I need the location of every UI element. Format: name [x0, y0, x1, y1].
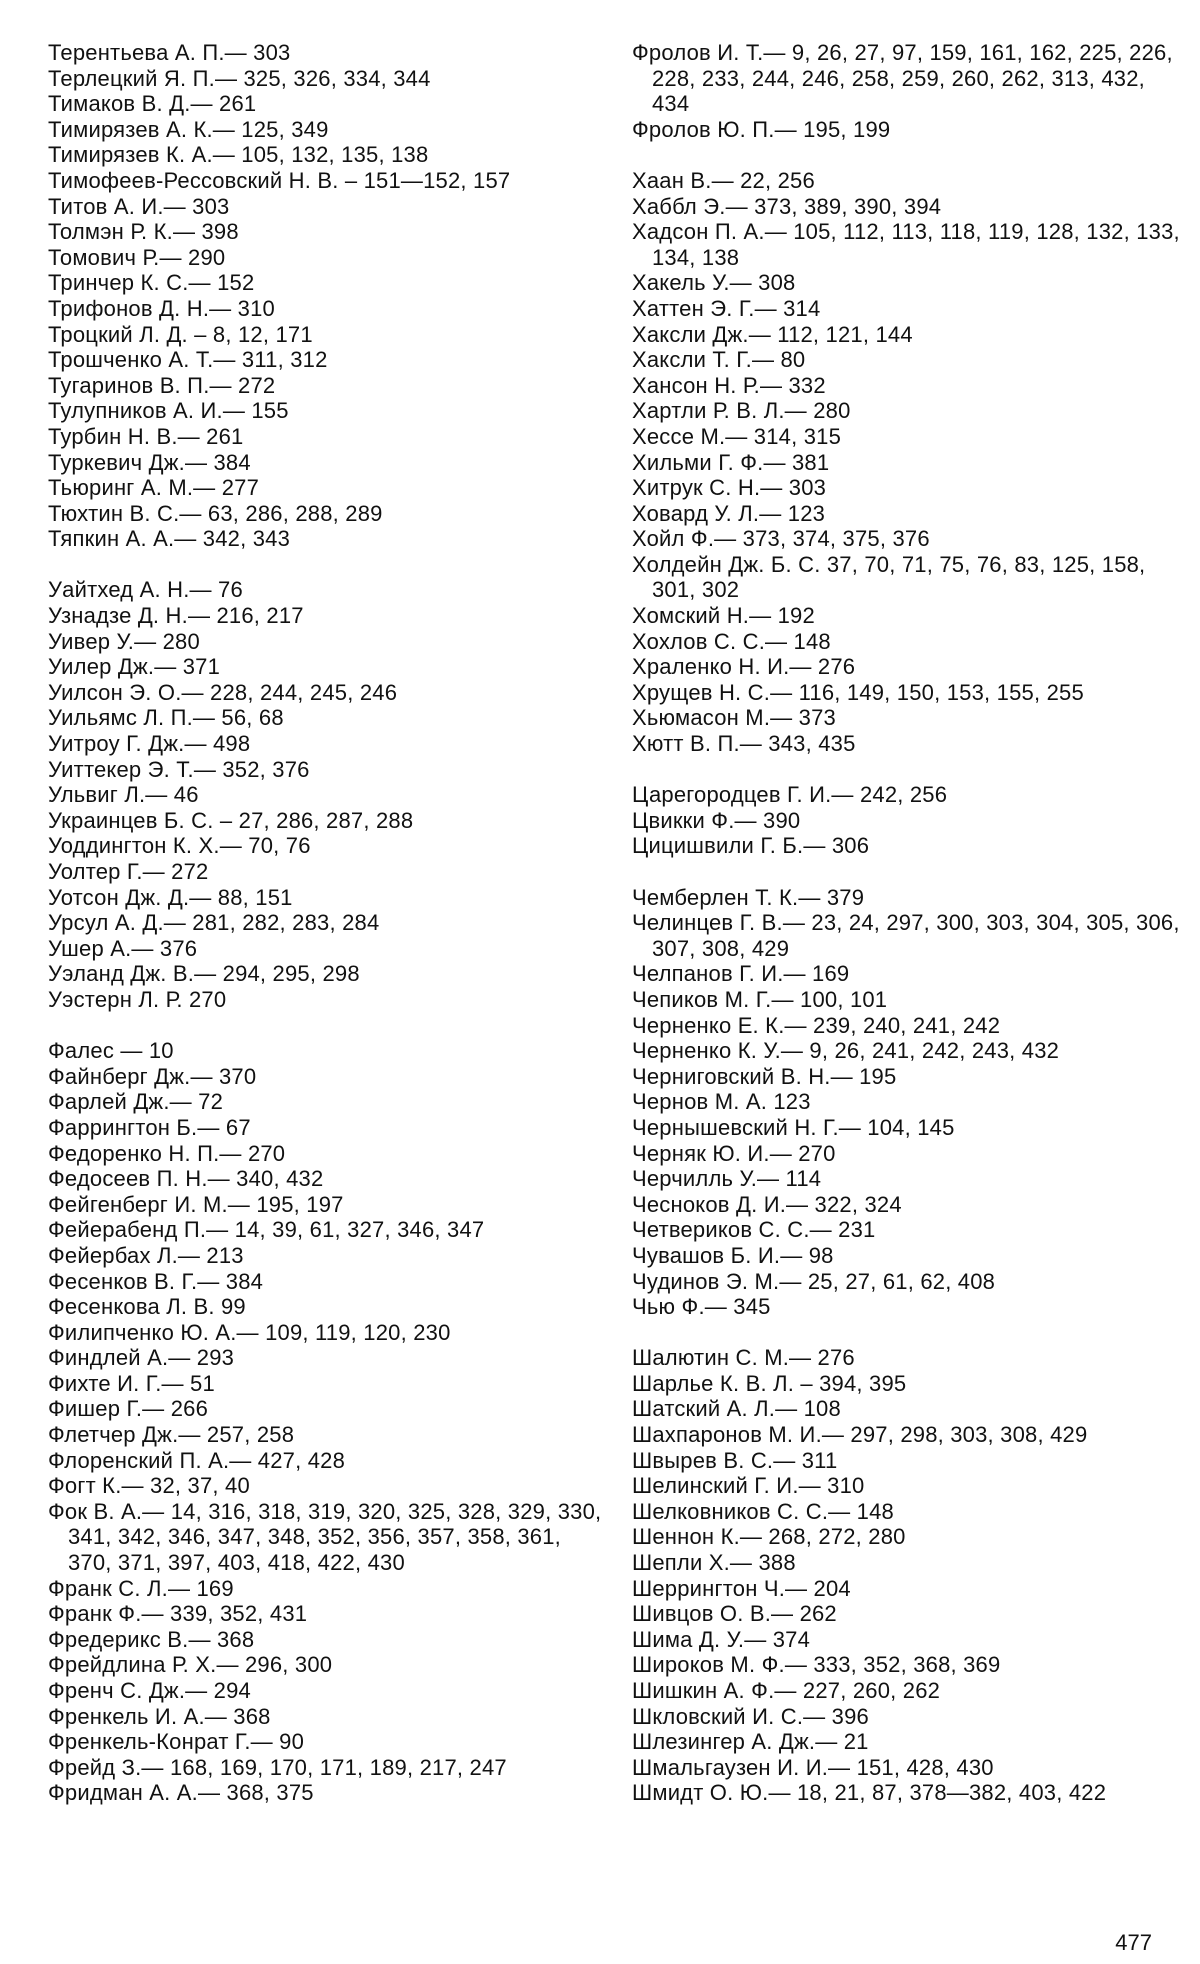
- index-column-right: [632, 40, 1180, 1806]
- index-entry: Толмэн Р. К.— 398: [48, 219, 239, 245]
- index-entry: Фарлей Дж.— 72: [48, 1089, 224, 1115]
- index-entry: Файнберг Дж.— 370: [48, 1063, 257, 1089]
- index-entry: Ховард У. Л.— 123: [632, 500, 826, 526]
- index-entry: Фролов И. Т.— 9, 26, 27, 97, 159, 161, 162, 225, 226, 228, 233, 244, 246, 258, 259, 260, 262, 313, 432, 434: [632, 40, 1173, 117]
- index-column-left: [48, 40, 608, 1806]
- index-entry: Фалес — 10: [48, 1038, 174, 1064]
- index-entry: Чернов М. А. 123: [632, 1089, 811, 1115]
- index-entry: Фишер Г.— 266: [48, 1396, 209, 1422]
- index-entry: Фрейдлина Р. Х.— 296, 300: [48, 1652, 333, 1678]
- index-entry: Хомский Н.— 192: [632, 603, 815, 629]
- index-entry: Ушер А.— 376: [48, 935, 198, 961]
- index-entry: Терлецкий Я. П.— 325, 326, 334, 344: [48, 65, 431, 91]
- index-entry: Шима Д. У.— 374: [632, 1626, 811, 1652]
- index-entry: Фогт К.— 32, 37, 40: [48, 1473, 250, 1499]
- index-entry: Шатский А. Л.— 108: [632, 1396, 841, 1422]
- index-entry: Уоддингтон К. Х.— 70, 76: [48, 833, 311, 859]
- index-entry: Фрейд З.— 168, 169, 170, 171, 189, 217, 247: [48, 1754, 507, 1780]
- index-entry: Фредерикс В.— 368: [48, 1626, 255, 1652]
- index-entry: Чувашов Б. И.— 98: [632, 1242, 834, 1268]
- index-entry: Франк Ф.— 339, 352, 431: [48, 1601, 308, 1627]
- index-entry: Хаксли Дж.— 112, 121, 144: [632, 321, 913, 347]
- index-entry: Цвикки Ф.— 390: [632, 807, 801, 833]
- index-entry: Шкловский И. С.— 396: [632, 1703, 869, 1729]
- index-entry: Филипченко Ю. А.— 109, 119, 120, 230: [48, 1319, 451, 1345]
- index-entry: Царегородцев Г. И.— 242, 256: [632, 782, 948, 808]
- index-entry: Хартли Р. В. Л.— 280: [632, 398, 851, 424]
- index-entry: Тринчер К. С.— 152: [48, 270, 255, 296]
- index-entry: Уиттекер Э. Т.— 352, 376: [48, 756, 310, 782]
- index-entry: Титов А. И.— 303: [48, 193, 230, 219]
- index-entry: Шмальгаузен И. И.— 151, 428, 430: [632, 1754, 994, 1780]
- index-entry: Фридман А. А.— 368, 375: [48, 1780, 314, 1806]
- index-entry: Хаксли Т. Г.— 80: [632, 347, 806, 373]
- index-entry: Шелковников С. С.— 148: [632, 1498, 894, 1524]
- index-entry: Фейербах Л.— 213: [48, 1242, 244, 1268]
- index-entry: Федоренко Н. П.— 270: [48, 1140, 286, 1166]
- index-entry: Тимофеев-Ресcовский Н. В. – 151—152, 157: [48, 167, 511, 193]
- index-entry: Черчилль У.— 114: [632, 1166, 822, 1192]
- index-entry: Френкель И. А.— 368: [48, 1703, 271, 1729]
- index-entry: Шелинский Г. И.— 310: [632, 1473, 865, 1499]
- index-entry: Хадсон П. А.— 105, 112, 113, 118, 119, 128, 132, 133, 134, 138: [632, 219, 1180, 270]
- index-entry: Шеннон К.— 268, 272, 280: [632, 1524, 906, 1550]
- section-gap: [632, 757, 1180, 783]
- index-entry: Шалютин С. М.— 276: [632, 1345, 855, 1371]
- index-entry: Черняк Ю. И.— 270: [632, 1140, 836, 1166]
- index-entry: Хойл Ф.— 373, 374, 375, 376: [632, 526, 930, 552]
- index-entry: Уилер Дж.— 371: [48, 654, 221, 680]
- index-entry: Френкель-Конрат Г.— 90: [48, 1729, 305, 1755]
- index-entry: Тюхтин В. С.— 63, 286, 288, 289: [48, 500, 383, 526]
- index-entry: Шмидт О. Ю.— 18, 21, 87, 378—382, 403, 422: [632, 1780, 1107, 1806]
- index-entry: Шеррингтон Ч.— 204: [632, 1575, 851, 1601]
- index-entry: Тугаринов В. П.— 272: [48, 372, 276, 398]
- index-entry: Томович Р.— 290: [48, 244, 226, 270]
- index-entry: Хансон Н. Р.— 332: [632, 372, 826, 398]
- index-entry: Чью Ф.— 345: [632, 1294, 771, 1320]
- index-entry: Узнадзе Д. Н.— 216, 217: [48, 603, 304, 629]
- index-entry: Хакель У.— 308: [632, 270, 796, 296]
- index-entry: Швырев В. С.— 311: [632, 1447, 838, 1473]
- index-entry: Фесенкова Л. В. 99: [48, 1294, 246, 1320]
- index-entry: Шахпаронов М. И.— 297, 298, 303, 308, 429: [632, 1422, 1088, 1448]
- index-entry: Фесенков В. Г.— 384: [48, 1268, 264, 1294]
- index-entry: Чернышевский Н. Г.— 104, 145: [632, 1114, 955, 1140]
- index-entry: Чесноков Д. И.— 322, 324: [632, 1191, 902, 1217]
- index-entry: Тимирязев К. А.— 105, 132, 135, 138: [48, 142, 429, 168]
- index-entry: Четвериков С. С.— 231: [632, 1217, 876, 1243]
- index-entry: Цицишвили Г. Б.— 306: [632, 833, 870, 859]
- index-entry: Уэланд Дж. В.— 294, 295, 298: [48, 961, 360, 987]
- section-gap: [632, 1320, 1180, 1346]
- index-entry: Тимирязев А. К.— 125, 349: [48, 116, 329, 142]
- index-entry: Флетчер Дж.— 257, 258: [48, 1422, 295, 1448]
- index-entry: Флоренский П. А.— 427, 428: [48, 1447, 346, 1473]
- index-entry: Хильми Г. Ф.— 381: [632, 449, 830, 475]
- index-entry: Турбин Н. В.— 261: [48, 423, 244, 449]
- page-number: 477: [1115, 1930, 1152, 1955]
- index-entry: Хаттен Э. Г.— 314: [632, 295, 821, 321]
- index-entry: Шивцов О. В.— 262: [632, 1601, 837, 1627]
- index-entry: Шишкин А. Ф.— 227, 260, 262: [632, 1678, 941, 1703]
- index-entry: Хаан В.— 22, 256: [632, 167, 815, 193]
- index-entry: Черниговский В. Н.— 195: [632, 1063, 897, 1089]
- index-entry: Уайтхед А. Н.— 76: [48, 577, 243, 603]
- index-entry: Фролов Ю. П.— 195, 199: [632, 116, 891, 142]
- index-entry: Черненко К. У.— 9, 26, 241, 242, 243, 432: [632, 1038, 1060, 1064]
- index-entry: Уэстерн Л. Р. 270: [48, 986, 227, 1012]
- index-entry: Уитроу Г. Дж.— 498: [48, 731, 251, 757]
- index-entry: Фок В. А.— 14, 316, 318, 319, 320, 325, 328, 329, 330, 341, 342, 346, 347, 348, 352, 356, 357, 358, 361, 370, 371, 397, 403, 418, 422, 430: [48, 1498, 602, 1576]
- index-entry: Уилсон Э. О.— 228, 244, 245, 246: [48, 679, 398, 705]
- section-gap: [632, 859, 1180, 885]
- index-entry: Ульвиг Л.— 46: [48, 782, 199, 808]
- index-entry: Хессе М.— 314, 315: [632, 423, 842, 449]
- index-entry: Фейгенберг И. М.— 195, 197: [48, 1191, 344, 1217]
- index-entry: Шлезингер А. Дж.— 21: [632, 1729, 869, 1755]
- index-entry: Хрущев Н. С.— 116, 149, 150, 153, 155, 255: [632, 679, 1084, 705]
- index-entry: Уолтер Г.— 272: [48, 859, 209, 884]
- index-entry: Челпанов Г. И.— 169: [632, 961, 850, 987]
- index-entry: Тьюринг А. М.— 277: [48, 475, 259, 501]
- index-entry: Фейерабенд П.— 14, 39, 61, 327, 346, 347: [48, 1217, 485, 1243]
- index-entry: Чемберлен Т. К.— 379: [632, 884, 865, 910]
- index-entry: Челинцев Г. В.— 23, 24, 297, 300, 303, 304, 305, 306, 307, 308, 429: [632, 910, 1180, 961]
- index-entry: Туркевич Дж.— 384: [48, 449, 251, 475]
- index-entry: Тулупников А. И.— 155: [48, 398, 289, 424]
- index-entry: Хьюмасон М.— 373: [632, 705, 836, 731]
- index-entry: Федосеев П. Н.— 340, 432: [48, 1166, 324, 1192]
- index-entry: Чудинов Э. М.— 25, 27, 61, 62, 408: [632, 1268, 996, 1294]
- index-entry: Трифонов Д. Н.— 310: [48, 295, 275, 321]
- index-entry: Тимаков В. Д.— 261: [48, 91, 257, 117]
- index-entry: Уильямс Л. П.— 56, 68: [48, 705, 284, 731]
- section-gap: [632, 142, 1180, 168]
- index-entry: Урсул А. Д.— 281, 282, 283, 284: [48, 910, 380, 936]
- index-entry: Чепиков М. Г.— 100, 101: [632, 986, 888, 1012]
- index-entry: Хохлов С. С.— 148: [632, 628, 831, 654]
- index-entry: Трошченко А. Т.— 311, 312: [48, 347, 328, 373]
- index-entry: Холдейн Дж. Б. С. 37, 70, 71, 75, 76, 83, 125, 158, 301, 302: [632, 551, 1146, 603]
- index-entry: Френч С. Дж.— 294: [48, 1678, 251, 1703]
- index-entry: Фаррингтон Б.— 67: [48, 1114, 251, 1140]
- index-entry: Хитрук С. Н.— 303: [632, 475, 827, 501]
- index-entry: Франк С. Л.— 169: [48, 1575, 234, 1601]
- index-entry: Уотсон Дж. Д.— 88, 151: [48, 884, 293, 910]
- index-entry: Украинцев Б. С. – 27, 286, 287, 288: [48, 807, 414, 833]
- index-entry: Храленко Н. И.— 276: [632, 654, 856, 680]
- index-entry: Уивер У.— 280: [48, 628, 200, 654]
- index-entry: Широков М. Ф.— 333, 352, 368, 369: [632, 1652, 1001, 1678]
- index-entry: Фихте И. Г.— 51: [48, 1370, 215, 1396]
- index-entry: Черненко Е. К.— 239, 240, 241, 242: [632, 1012, 1001, 1038]
- index-entry: Тяпкин А. А.— 342, 343: [48, 526, 291, 552]
- index-entry: Троцкий Л. Д. – 8, 12, 171: [48, 321, 313, 347]
- index-entry: Хаббл Э.— 373, 389, 390, 394: [632, 193, 942, 219]
- index-entry: Хютт В. П.— 343, 435: [632, 731, 856, 757]
- index-entry: Шарлье К. В. Л. – 394, 395: [632, 1370, 907, 1396]
- section-gap: [48, 1013, 608, 1039]
- section-gap: [48, 552, 608, 578]
- index-entry: Терентьева А. П.— 303: [48, 40, 291, 65]
- index-entry: Шепли Х.— 388: [632, 1550, 796, 1576]
- index-entry: Финдлей А.— 293: [48, 1345, 235, 1371]
